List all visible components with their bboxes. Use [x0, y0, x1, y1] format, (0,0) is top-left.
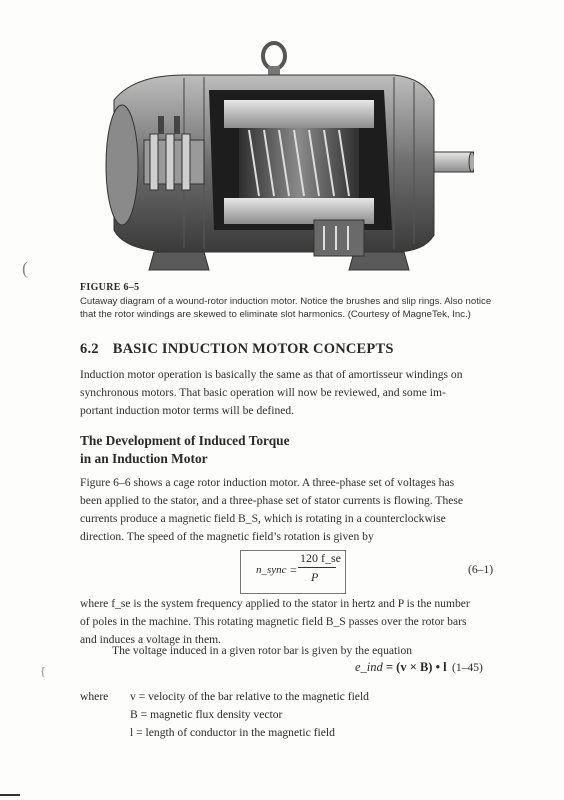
text-line: synchronous motors. That basic operation will now be reviewed, and some im-: [80, 386, 446, 399]
text-line: and induces a voltage in them.: [80, 633, 222, 646]
definition-length: l = length of conductor in the magnetic field: [130, 726, 335, 739]
induced-voltage-equation: [355, 660, 447, 675]
section-number: 6.2: [80, 341, 99, 357]
subsection-heading-line: The Development of Induced Torque: [80, 433, 290, 448]
figure-caption: [80, 295, 510, 321]
text-line: Figure 6–6 shows a cage rotor induction motor. A three-phase set of voltages has: [80, 476, 455, 489]
text-line: Induction motor operation is basically the same as that of amortisseur windings on: [80, 368, 463, 381]
equation-lhs: n_sync: [256, 564, 287, 576]
where-word: where: [80, 690, 109, 703]
figure-caption-line: that the rotor windings are skewed to eliminate slot harmonics. (Courtesy of MagneTek, Inc.): [80, 309, 471, 320]
subsection-heading-line: in an Induction Motor: [80, 451, 208, 466]
equation-numerator: 120 f_se: [300, 551, 341, 565]
fraction-bar: [298, 567, 336, 568]
text-line: The voltage induced in a given rotor bar is given by the equation: [112, 644, 413, 657]
definition-flux-density: B = magnetic flux density vector: [130, 708, 283, 721]
page-edge-rule: [0, 794, 20, 796]
text-line: where f_se is the system frequency applied to the stator in hertz and P is the number: [80, 597, 470, 610]
motor-cutaway-illustration: [74, 30, 474, 280]
section-heading: [80, 341, 394, 358]
text-line: portant induction motor terms will be defined.: [80, 404, 295, 417]
equation-number: (6–1): [468, 563, 494, 576]
equation-lhs: e_ind: [355, 660, 383, 674]
figure-label: FIGURE 6–5: [80, 282, 140, 293]
voltage-paragraph: [112, 642, 512, 660]
equals-sign: =: [290, 563, 297, 577]
text-line: of poles in the machine. This rotating magnetic field B_S passes over the rotor bars: [80, 615, 467, 628]
subsection-heading: [80, 432, 290, 468]
text-line: currents produce a magnetic field B_S, which is rotating in a counterclockwise: [80, 512, 446, 525]
margin-mark: {: [40, 664, 46, 678]
equation-rhs: = (v × B) • l: [385, 660, 447, 674]
equation-denominator: P: [311, 570, 319, 584]
after-equation-paragraph: [80, 595, 506, 649]
text-line: been applied to the stator, and a three-phase set of stator currents is flowing. These: [80, 494, 464, 507]
body-paragraph: [80, 474, 506, 546]
equation-number: (1–45): [452, 661, 483, 674]
margin-mark: (: [22, 258, 28, 278]
definition-velocity: v = velocity of the bar relative to the magnetic field: [130, 690, 369, 703]
section-title: BASIC INDUCTION MOTOR CONCEPTS: [112, 341, 394, 357]
intro-paragraph: [80, 366, 506, 420]
text-line: direction. The speed of the magnetic field’s rotation is given by: [80, 530, 374, 543]
figure-caption-line: Cutaway diagram of a wound-rotor induction motor. Notice the brushes and slip rings. Also notice: [80, 296, 492, 307]
